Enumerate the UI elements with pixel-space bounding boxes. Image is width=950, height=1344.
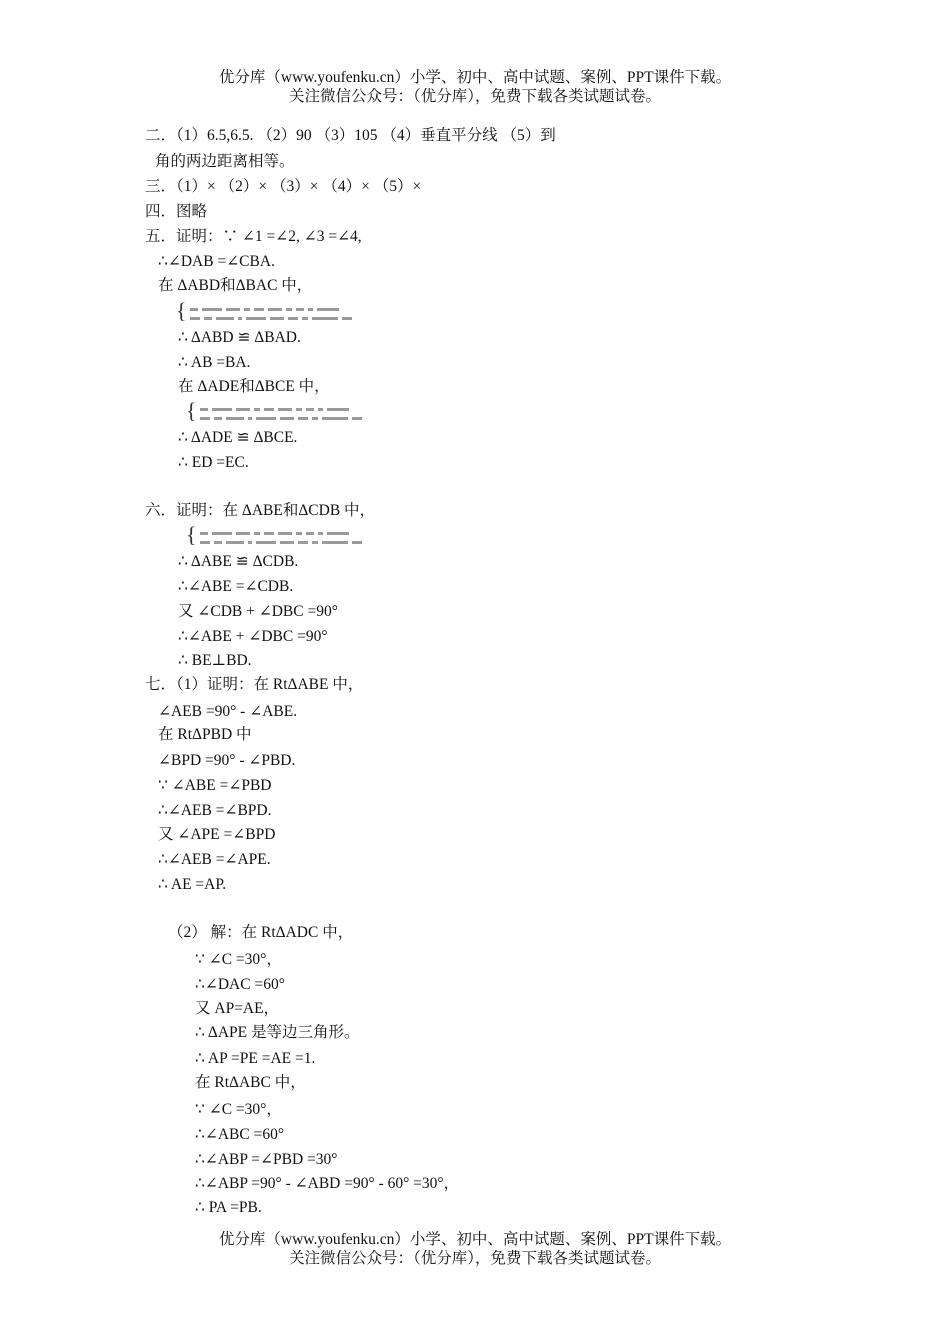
proof-line: ∴ ΔABE ≌ ΔCDB. [178,553,299,570]
proof-line: 又 AP=AE， [195,1000,280,1017]
proof-line: ∴∠DAC =60° [195,976,285,993]
proof-line: ∴ ED =EC. [178,454,249,471]
blurred-equation [200,533,366,551]
proof-line: ∴∠ABE =∠CDB. [178,578,294,595]
proof-line: 三．（1）× （2）× （3）× （4）× （5）× [145,178,422,195]
proof-line: ∴∠DAB =∠CBA. [158,253,275,270]
system-brace: { [186,398,197,423]
proof-line: 七．（1）证明：在 RtΔABE 中， [145,676,364,693]
proof-line: 又 ∠APE =∠BPD [158,826,276,843]
proof-line: ∴ AE =AP. [158,876,227,893]
proof-line: ∵ ∠C =30°， [195,1101,282,1118]
proof-line: 又 ∠CDB + ∠DBC =90° [178,603,338,620]
blurred-equation [190,309,356,327]
blurred-equation [200,409,366,427]
proof-line: ∠BPD =90° - ∠PBD. [158,752,296,769]
system-brace: { [186,522,197,547]
proof-line: ∴ ΔABD ≌ ΔBAD. [178,329,301,346]
proof-line: ∴ AP =PE =AE =1. [195,1050,316,1067]
proof-line: ∵ ∠C =30°， [195,951,282,968]
proof-line: ∴ AB =BA. [178,354,251,371]
footer-line-1: 优分库（www.youfenku.cn）小学、初中、高中试题、案例、PPT课件下载。 [218,1231,732,1248]
proof-line: 四．图略 [145,203,208,220]
proof-line: 二．（1）6.5,6.5. （2）90 （3）105 （4）垂直平分线 （5）到 [145,127,556,144]
proof-line: （2） 解：在 RtΔADC 中， [168,924,354,941]
proof-line: 五．证明：∵ ∠1 =∠2, ∠3 =∠4, [145,228,362,245]
proof-line: 在 RtΔABC 中， [195,1074,306,1091]
proof-line: ∴∠AEB =∠APE. [158,851,271,868]
proof-line: ∴ ΔADE ≌ ΔBCE. [178,429,298,446]
proof-line: ∴∠ABC =60° [195,1126,285,1143]
footer-line-2: 关注微信公众号：（优分库），免费下载各类试题试卷。 [288,1250,661,1267]
proof-line: 在 ΔADE和ΔBCE 中， [178,378,330,395]
proof-line: 在 ΔABD和ΔBAC 中， [158,277,313,294]
proof-line: 六．证明：在 ΔABE和ΔCDB 中， [145,502,376,519]
proof-line: ∴∠ABP =∠PBD =30° [195,1151,338,1168]
proof-line: ∴∠ABP =90° - ∠ABD =90° - 60° =30°， [195,1175,460,1192]
header-line-2: 关注微信公众号：（优分库），免费下载各类试题试卷。 [288,88,661,105]
proof-line: ∴ ΔAPE 是等边三角形。 [195,1024,360,1041]
proof-line: ∴ PA =PB. [195,1199,262,1216]
proof-line: ∴∠ABE + ∠DBC =90° [178,628,328,645]
system-brace: { [176,298,187,323]
proof-line: ∵ ∠ABE =∠PBD [158,777,272,794]
proof-line: ∴∠AEB =∠BPD. [158,802,272,819]
proof-line: 在 RtΔPBD 中 [158,726,252,743]
proof-line: ∠AEB =90° - ∠ABE. [158,703,298,720]
header-line-1: 优分库（www.youfenku.cn）小学、初中、高中试题、案例、PPT课件下载。 [218,69,732,86]
proof-line: 角的两边距离相等。 [155,153,295,170]
proof-line: ∴ BE⊥BD. [178,652,252,669]
